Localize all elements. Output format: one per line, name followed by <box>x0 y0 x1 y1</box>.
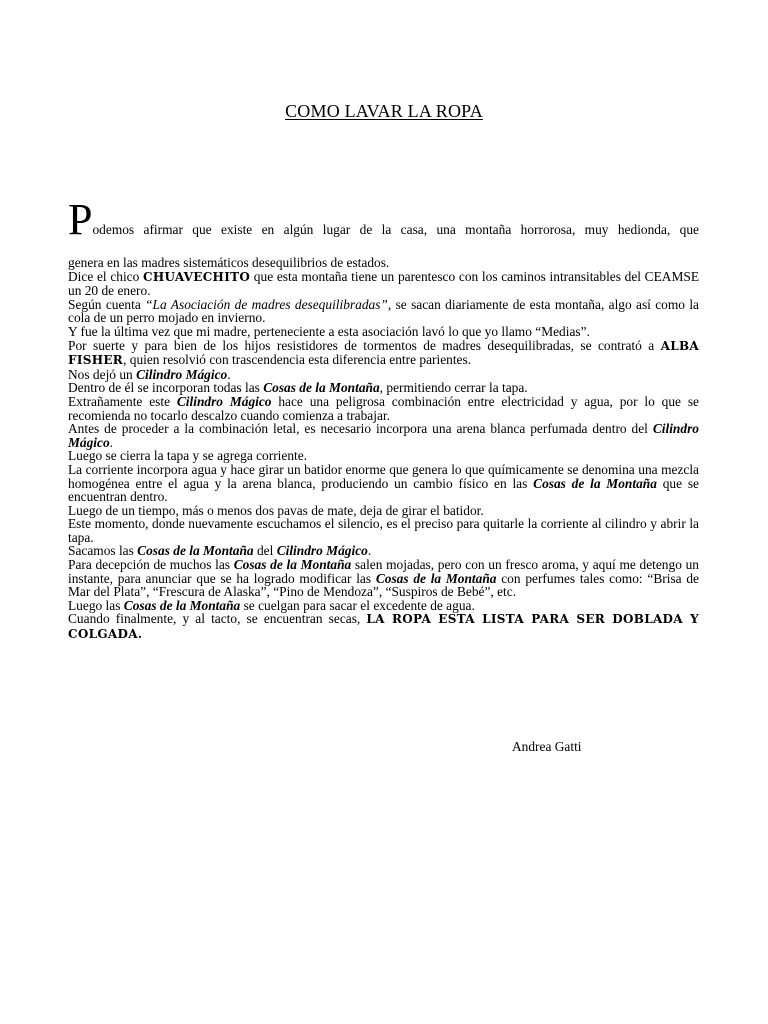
paragraph-1-line-text: odemos afirmar que existe en algún lugar de la casa, una montaña horrorosa, muy hedionda, que <box>92 222 699 237</box>
text-run-bold-italic: Cosas de la Montaña <box>233 557 352 573</box>
paragraph-17 <box>68 612 699 641</box>
paragraph-1-first-line <box>68 195 699 248</box>
text-run: Antes de proceder a la combinación letal, es necesario incorpora una arena blanca perfumada dentro del <box>68 421 653 437</box>
text-run: , quien resolvió con trascendencia esta diferencia entre parientes. <box>123 352 472 368</box>
text-run-bold-italic: Cosas de la Montaña <box>375 570 497 586</box>
document-title: COMO LAVAR LA ROPA <box>285 101 483 121</box>
text-run-bold-italic: Cilindro Mágico <box>276 543 368 559</box>
text-run: Luego las <box>68 597 124 613</box>
paragraph-6 <box>68 368 699 382</box>
paragraph-15 <box>68 558 699 599</box>
text-run: Sacamos las <box>68 543 138 559</box>
text-run-italic: “La Asociación de madres desequilibradas” <box>145 296 388 312</box>
text-run: Por suerte y para bien de los hijos resistidores de tormentos de madres desequilibradas, se contrató a <box>68 337 661 353</box>
text-run: . <box>367 543 372 559</box>
text-run: con perfumes tales como: “Brisa de Mar del Plata”, “Frescura de Alaska”, “Pino de Mendoza”, “Suspiros de Bebé”, etc. <box>68 570 699 600</box>
text-run: Para decepción de muchos las <box>68 557 234 573</box>
text-run: Dentro de él se incorporan todas las <box>68 380 264 396</box>
text-run: . <box>109 434 114 450</box>
text-run: Cuando finalmente, y al tacto, se encuentran secas, <box>68 611 367 627</box>
paragraph-16 <box>68 599 699 613</box>
paragraph-14 <box>68 544 699 558</box>
text-run: que se encuentran dentro. <box>68 475 699 505</box>
paragraph-1-rest: genera en las madres sistemáticos desequilibrios de estados. <box>68 255 390 270</box>
text-run: , permitiendo cerrar la tapa. <box>379 380 528 396</box>
text-run-bold: ALBA FISHER <box>68 338 699 368</box>
paragraph-2 <box>68 270 699 298</box>
text-run: del <box>253 543 277 559</box>
paragraph-9 <box>68 422 699 449</box>
text-run-bold-italic: Cosas de la Montaña <box>123 597 241 613</box>
text-run: Nos dejó un <box>68 366 137 382</box>
text-run: se cuelgan para sacar el excedente de agua. <box>240 597 475 613</box>
text-run: La corriente incorpora agua y hace girar un batidor enorme que genera lo que químicamente se denomina una mezcla homogénea entre el agua y la arena blanca, produciendo un cambio físico en las <box>68 461 699 491</box>
text-run: , se sacan diariamente de esta montaña, algo así como la cola de un perro mojado en invierno. <box>68 296 699 326</box>
paragraph-8 <box>68 395 699 422</box>
text-run-bold-italic: Cilindro Mágico <box>68 421 699 450</box>
author-signature: Andrea Gatti <box>512 739 582 754</box>
text-run-bold-italic: Cosas de la Montaña <box>263 380 380 396</box>
paragraph-3 <box>68 298 699 325</box>
text-run: que esta montaña tiene un parentesco con los caminos intransitables del CEAMSE un 20 de enero. <box>68 268 700 299</box>
text-run-bold-italic: Cosas de la Montaña <box>137 543 254 559</box>
drop-cap: P <box>68 195 93 244</box>
text-run: Según cuenta <box>68 296 146 312</box>
text-run-bold: LA ROPA ESTA LISTA PARA SER DOBLADA Y COLGADA. <box>68 612 699 642</box>
paragraph-1 <box>68 195 699 270</box>
text-run: Extrañamente este <box>68 393 177 409</box>
text-run-bold: CHUAVECHITO <box>143 269 251 284</box>
text-run-bold-italic: Cosas de la Montaña <box>533 475 657 491</box>
paragraph-4: Y fue la última vez que mi madre, perteneciente a esta asociación lavó lo que yo llamo “Medias”. <box>68 323 590 339</box>
text-run: hace una peligrosa combinación entre electricidad y agua, por lo que se recomienda no tocarlo descalzo cuando comienza a trabajar. <box>68 393 699 423</box>
paragraph-10: Luego se cierra la tapa y se agrega corriente. <box>68 448 308 464</box>
text-run: . <box>227 366 231 382</box>
paragraph-12: Luego de un tiempo, más o menos dos pavas de mate, deja de girar el batidor. <box>68 502 484 518</box>
paragraph-13: Este momento, donde nuevamente escuchamos el silencio, es el preciso para quitarle la corriente al cilindro y abrir la tapa. <box>68 516 699 545</box>
paragraph-5 <box>68 339 699 368</box>
text-run-bold-italic: Cilindro Mágico <box>176 393 272 409</box>
text-run: Dice el chico <box>68 268 144 284</box>
text-run-bold-italic: Cilindro Mágico <box>136 366 228 382</box>
document-body <box>68 195 700 642</box>
text-run: salen mojadas, pero con un fresco aroma, y aquí me detengo un instante, para anunciar que se ha logrado modificar las <box>68 557 699 586</box>
paragraph-11 <box>68 463 699 504</box>
paragraph-7 <box>68 381 699 395</box>
